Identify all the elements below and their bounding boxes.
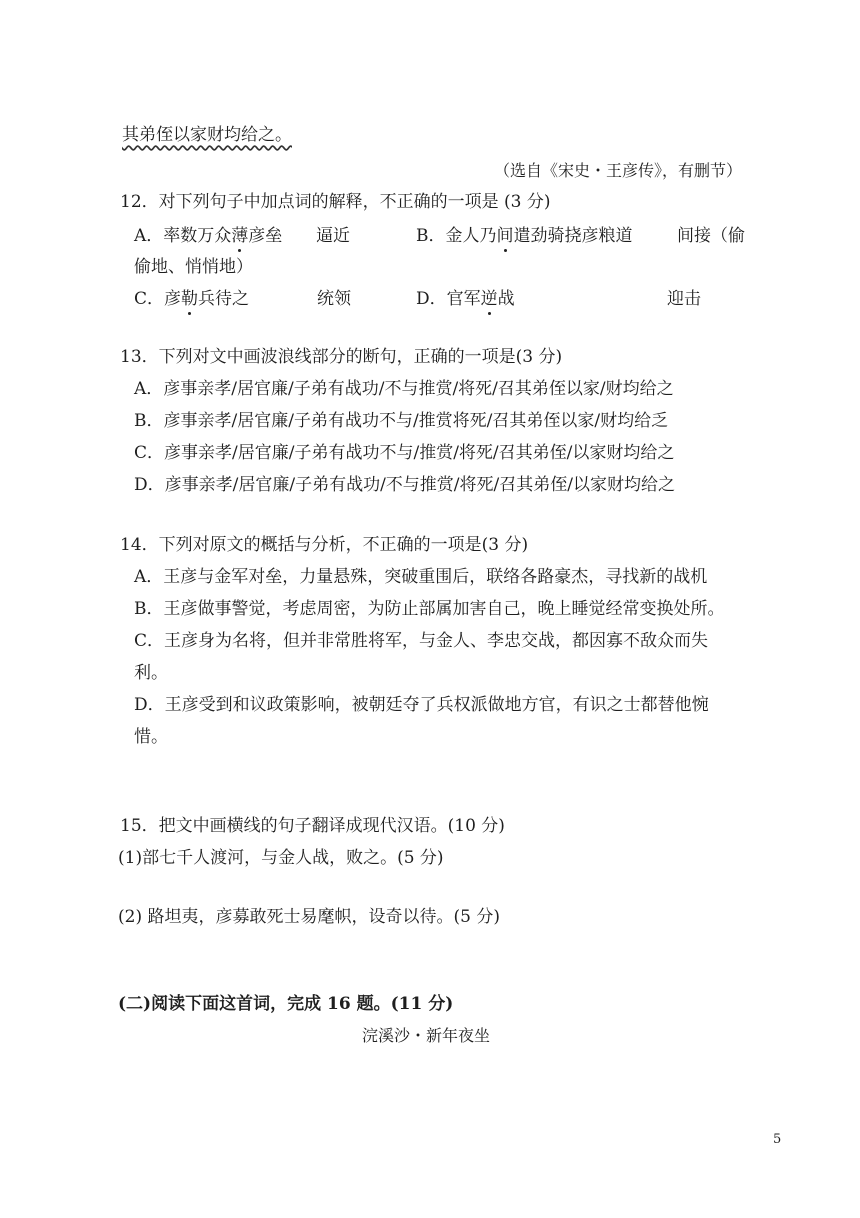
q12-a-dotted-word: 薄	[231, 226, 249, 246]
q13-option-d: D．彦事亲孝/居官廉/子弟有战功/不与推赏/将死/召其弟侄/以家财均给之	[134, 475, 675, 495]
q15-sentence-1: (1)部七千人渡河，与金人战，败之。(5 分)	[118, 848, 444, 868]
source-citation: （选自《宋史・王彦传》，有删节）	[493, 161, 742, 180]
q14-option-a: A．王彦与金军对垒，力量悬殊，突破重围后，联络各路豪杰，寻找新的战机	[134, 567, 708, 587]
q12-b-dotted-word: 间	[496, 226, 514, 246]
q14-option-c-line2: 利。	[134, 663, 168, 683]
page-number: 5	[773, 1132, 782, 1147]
q12-b-gloss: 间接（偷	[677, 226, 745, 246]
q12-option-c	[134, 288, 249, 310]
q12-option-d	[416, 288, 515, 310]
q12-b-gloss-cont: 偷地、悄悄地）	[134, 257, 253, 277]
q12-option-a	[134, 225, 282, 247]
q13-option-c: C．彦事亲孝/居官廉/子弟有战功不与/推赏/将死/召其弟侄/以家财均给之	[134, 443, 675, 463]
q12-b-post: 遣劲骑挠彦粮道	[513, 226, 633, 246]
q12-c-pre: C．彦	[134, 289, 182, 309]
q12-d-pre: D．官军	[416, 289, 481, 309]
section-heading: (二)阅读下面这首词，完成 16 题。(11 分)	[118, 994, 454, 1014]
q12-stem: 12．对下列句子中加点词的解释，不正确的一项是 (3 分)	[120, 192, 551, 212]
q12-c-dotted-word: 勒	[181, 289, 199, 309]
q12-option-b	[416, 225, 633, 247]
q15-stem: 15．把文中画横线的句子翻译成现代汉语。(10 分)	[120, 816, 505, 836]
q12-d-dotted-word: 逆	[480, 289, 498, 309]
q13-option-b: B．彦事亲孝/居官廉/子弟有战功不与/推赏将死/召其弟侄以家/财均给乏	[134, 411, 669, 431]
q13-stem: 13．下列对文中画波浪线部分的断句，正确的一项是(3 分)	[120, 347, 563, 367]
q12-c-post: 兵待之	[198, 289, 250, 309]
q14-option-d-line1: D．王彦受到和议政策影响，被朝廷夺了兵权派做地方官，有识之士都替他惋	[134, 695, 709, 715]
q14-option-d-line2: 惜。	[134, 727, 168, 747]
q12-d-post: 战	[497, 289, 515, 309]
q12-a-gloss: 逼近	[316, 226, 350, 246]
q12-a-post: 彦垒	[248, 226, 283, 246]
poem-title: 浣溪沙・新年夜坐	[362, 1026, 491, 1045]
q14-stem: 14．下列对原文的概括与分析，不正确的一项是(3 分)	[120, 535, 529, 555]
q14-option-c-line1: C．王彦身为名将，但并非常胜将军，与金人、李忠交战，都因寡不敌众而失	[134, 631, 709, 651]
q12-a-pre: A．率数万众	[134, 226, 232, 246]
q12-c-gloss: 统领	[317, 289, 351, 309]
q15-sentence-2: (2) 路坦夷，彦募敢死士易麾帜，设奇以待。(5 分)	[118, 907, 500, 927]
q13-option-a: A．彦事亲孝/居官廉/子弟有战功/不与推赏/将死/召其弟侄以家/财均给之	[134, 379, 674, 399]
q14-option-b: B．王彦做事警觉，考虑周密，为防止部属加害自己，晚上睡觉经常变换处所。	[134, 599, 725, 619]
q12-b-pre: B．金人乃	[416, 226, 497, 246]
q12-d-gloss: 迎击	[667, 289, 701, 309]
passage-tail: 其弟侄以家财均给之。	[122, 125, 292, 145]
